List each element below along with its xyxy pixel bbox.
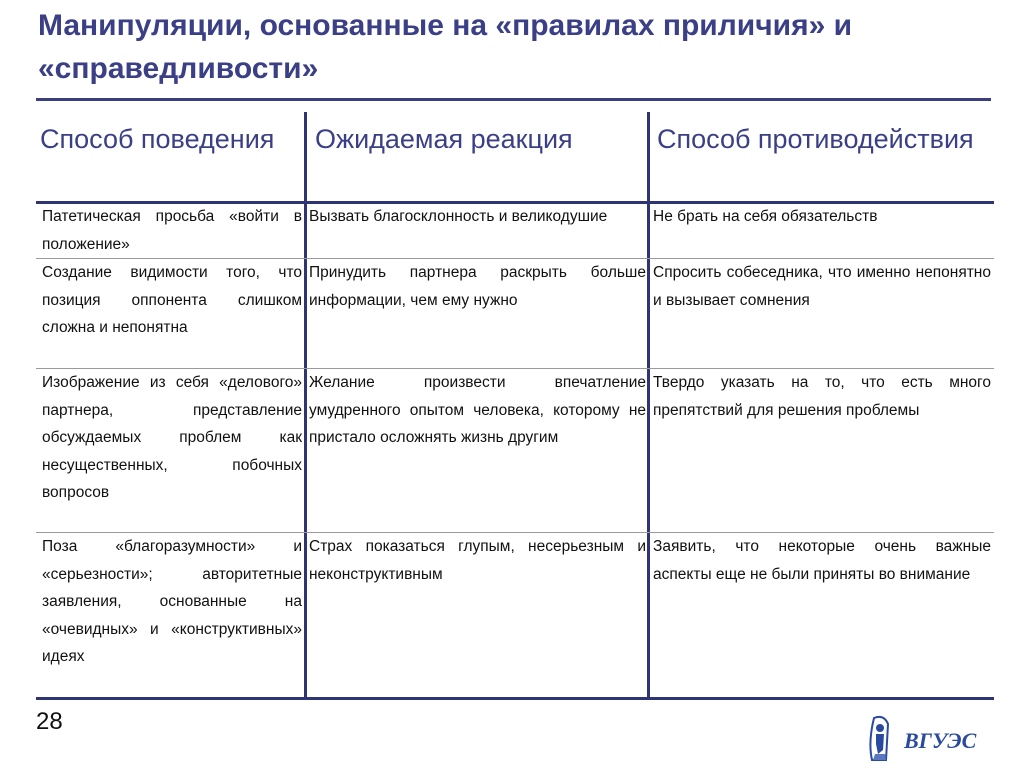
header-behavior: Способ поведения (40, 124, 275, 154)
header-expected-reaction: Ожидаемая реакция (315, 124, 573, 154)
table-cell: Вызвать благосклонность и великодушие (309, 208, 608, 225)
table-cell: Создание видимости того, что позиция оппонента слишком сложна и непонятна (42, 264, 302, 336)
table-bottom-rule (36, 697, 994, 700)
header-counteraction: Способ противодействия (657, 124, 974, 154)
table-cell: Желание произвести впечатление умудренного опытом человека, которому не пристало осложнять жизнь другим (309, 374, 646, 446)
table-cell: Заявить, что некоторые очень важные аспекты еще не были приняты во внимание (653, 538, 991, 583)
emblem-icon (870, 717, 888, 760)
slide-title: Манипуляции, основанные на «правилах приличия» и «справедливости» (38, 9, 853, 85)
manipulation-table (36, 112, 994, 700)
table-cell: Страх показаться глупым, несерьезным и неконструктивным (309, 538, 646, 583)
table-cell: Спросить собеседника, что именно непонятно и вызывает сомнения (653, 264, 991, 309)
table-cell: Поза «благоразумности» и «серьезности»; авторитетные заявления, основанные на «очевидных» и «конструктивных» идеях (42, 538, 302, 665)
table-cell: Изображение из себя «делового» партнера, представление обсуждаемых проблем как несущественных, побочных вопросов (42, 374, 302, 501)
table-cell: Твердо указать на то, что есть много препятствий для решения проблемы (653, 374, 991, 419)
logo-text: ВГУЭС (904, 728, 977, 753)
table-cell: Принудить партнера раскрыть больше информации, чем ему нужно (309, 264, 646, 309)
table-cell: Не брать на себя обязательств (653, 208, 878, 225)
university-logo (866, 714, 990, 764)
page-number: 28 (36, 708, 63, 735)
table-cell: Патетическая просьба «войти в положение» (42, 208, 302, 253)
title-divider (36, 98, 991, 101)
